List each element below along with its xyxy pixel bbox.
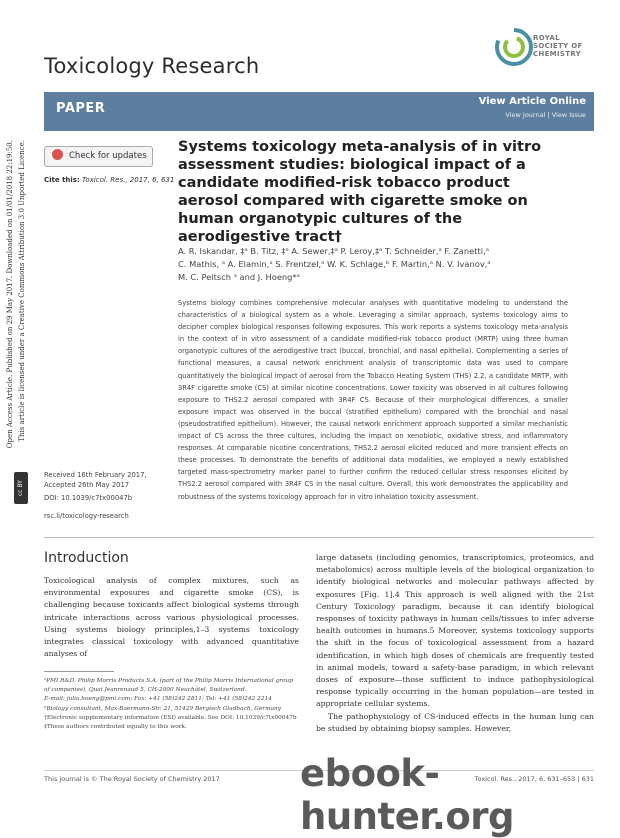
article-type-label: PAPER (56, 101, 106, 116)
footer-copyright: This journal is © The Royal Society of Chemistry 2017 (44, 775, 220, 783)
cite-value[interactable]: Toxicol. Res., 2017, 6, 631 (82, 176, 175, 184)
publisher-name: ROYAL SOCIETY OF CHEMISTRY (533, 34, 583, 58)
intro-paragraph: large datasets (including genomics, transcriptomics, proteomics, and metabolomics) across multiple levels of the biological organization to identify biological networks and molecular pathways affected by exposures [Fig. 1].4 This approach is well aligned with the 21st Century Toxicology paradigm, because it can identify biological responses of toxicity pathways in human cells/tissues to infer adverse health outcomes in humans.5 Moreover, systems toxicology supports the shift in the focus of toxicological assessment from a hazard identification, in which high doses of chemicals are frequently tested in animal models, toward a safety-base paradigm, in which relevant doses of exposure—those sufficient to induce pathophysiological response typically occurring in the human population—are tested in appropriate cellular systems. (316, 553, 594, 709)
authors-line: M. C. Peitsch ᵃ and J. Hoeng*ᵃ (178, 272, 300, 282)
citation (44, 176, 174, 184)
equal-contribution-note: ‡These authors contributed equally to this work. (44, 724, 187, 731)
footnote-rule (44, 671, 114, 672)
intro-right-column (316, 552, 594, 735)
authors-line: A. R. Iskandar, ‡ᵃ B. Titz, ‡ᵃ A. Sewer,‡ᵃ P. Leroy,‡ᵃ T. Schneider,ᵃ F. Zanetti,ᵃ (178, 246, 489, 256)
journal-title: Toxicology Research (44, 54, 260, 78)
license-line-1: Open Access Article. Published on 29 May 2017. Downloaded on 01/01/2018 22:19:50. (6, 140, 14, 449)
doi[interactable]: DOI: 10.1039/c7tx00047b (44, 494, 133, 502)
license-line-2[interactable]: This article is licensed under a Creative Commons Attribution 3.0 Unported Licence. (18, 140, 26, 442)
update-check-icon (52, 149, 63, 160)
affiliation-a: ᵃPMI R&D, Philip Morris Products S.A. (part of the Philip Morris International group of companies), Quai Jeanrenaud 5, CH-2000 Neuchâtel, Switzerland. (44, 678, 293, 694)
section-divider (44, 537, 594, 538)
view-journal-issue-links[interactable]: View Journal | View Issue (505, 111, 586, 119)
watermark: ebook-hunter.org (300, 752, 514, 838)
intro-paragraph: The pathophysiology of CS-induced effects in the human lung can be studied by obtaining biopsy samples. However, (316, 711, 594, 733)
abstract: Systems biology combines comprehensive molecular analyses with quantitative modeling to understand the characteristics of a biological system as a whole. Leveraging a similar approach, systems toxicology aims to decipher complex biological responses following exposures. This work reports a systems toxicology meta-analysis in the context of in vitro assessment of a candidate modified-risk tobacco product (MRTP) using three human organotypic cultures of the aerodigestive tract (buccal, bronchial, and nasal epithelia). Complementing a series of functional measures, a causal network enrichment analysis of transcriptomic data was used to compare quantitatively the biological impact of aerosol from the Tobacco Heating System (THS) 2.2, a candidate MRTP, with 3R4F cigarette smoke (CS) at similar nicotine concentrations. Lower toxicity was observed in all cultures following exposure to THS2.2 aerosol compared with 3R4F CS. Because of their morphological differences, a smaller exposure impact was observed in the buccal (stratified epithelium) compared with the bronchial and nasal (pseudostratified epithelium). However, the causal network enrichment approach supported a similar mechanistic impact of CS across the three cultures, including the impact on xenobiotic, oxidative stress, and inflammatory responses. At comparable nicotine concentrations, THS2.2 aerosol elicited reduced and more transient effects on these processes. To demonstrate the benefits of additional data modalities, we employed a newly established targeted mass-spectrometry marker panel to further confirm the reduced cellular stress responses elicited by THS2.2 aerosol compared with 3R4F CS in the nasal culture. Overall, this work demonstrates the applicability and robustness of the systems toxicology approach for in vitro inhalation toxicity assessment. (178, 299, 568, 501)
license-sidebar (2, 140, 34, 620)
footnotes (44, 677, 299, 732)
accepted-date: Accepted 26th May 2017 (44, 481, 130, 489)
check-for-updates-button[interactable] (44, 146, 153, 167)
introduction-heading: Introduction (44, 550, 129, 566)
authors-line: C. Mathis, ᵃ A. Elamin,ᵃ S. Frentzel,ᵃ W. K. Schlage,ᵇ F. Martin,ᵃ N. V. Ivanov,ᵃ (178, 259, 491, 269)
footer-page-info: Toxicol. Res., 2017, 6, 631–653 | 631 (474, 775, 594, 783)
check-updates-label: Check for updates (69, 151, 147, 161)
esi-note[interactable]: †Electronic supplementary information (ESI) available. See DOI: 10.1039/c7tx00047b (44, 714, 297, 721)
author-list (178, 245, 568, 284)
received-date: Received 16th February 2017, (44, 471, 147, 479)
cite-label: Cite this: (44, 176, 80, 184)
received-dates (44, 470, 169, 490)
article-title: Systems toxicology meta-analysis of in vitro assessment studies: biological impact of a candidate modified-risk tobacco product aerosol compared with cigarette smoke on human organotypic cultures of the aerodigestive tract† (178, 139, 542, 245)
intro-left-column: Toxicological analysis of complex mixtures, such as environmental exposures and cigarette smoke (CS), is challenging because toxicants affect biological systems through intricate interactions across various physiological processes. Using systems biology principles,1–3 systems toxicology integrates classical toxicology with advanced quantitative analyses of (44, 576, 299, 659)
journal-link[interactable]: rsc.li/toxicology-research (44, 512, 129, 520)
cc-license-badge[interactable]: cc BY (14, 472, 28, 504)
contact-line: E-mail: julia.hoeng@pmi.com; Fax: +41 (58)242 2811; Tel: +41 (58)242 2214 (44, 696, 272, 703)
affiliation-b: ᵇBiology consultant, Max-Baermann-Str. 21, 51429 Bergisch Gladbach, Germany (44, 705, 282, 712)
view-article-online-link[interactable]: View Article Online (478, 96, 586, 107)
